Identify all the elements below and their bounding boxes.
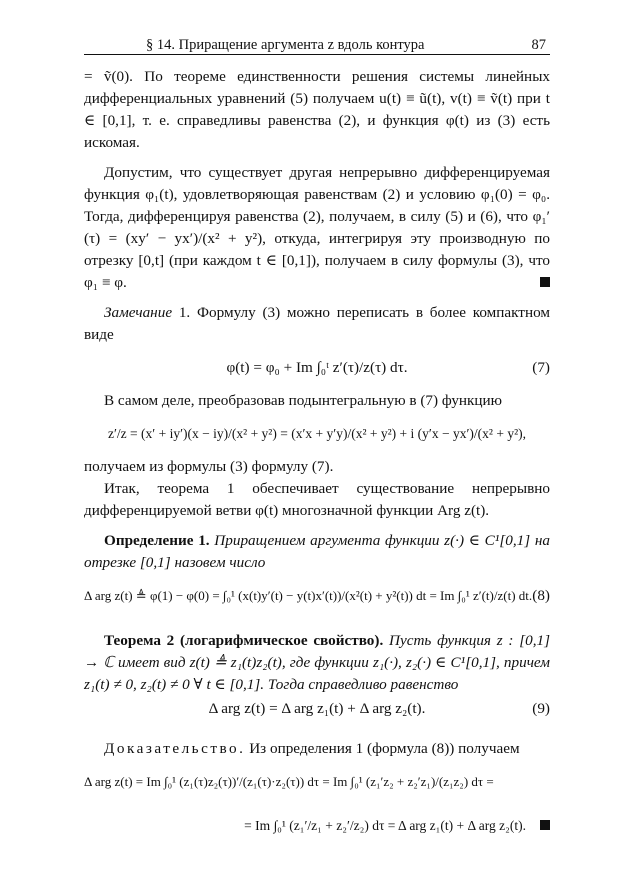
equation-10b <box>84 808 550 848</box>
definition-text: Приращением аргумента функции z(·) ∈ C¹[0,1] на отрезке [0,1] назовем число <box>84 532 551 571</box>
page-number: 87 <box>531 37 546 53</box>
equation-7-formula: φ(t) = φ₀ + Im ∫₀ᵗ z′(τ)/z(τ) dτ. <box>226 359 408 376</box>
theorem-label: Теорема 2 (логарифмическое свойство). <box>104 632 384 649</box>
proof <box>84 738 550 760</box>
running-header <box>84 32 550 55</box>
paragraph-4: получаем из формулы (3) формулу (7). <box>84 458 334 475</box>
equation-7 <box>84 350 550 386</box>
paragraph-3: В самом деле, преобразовав подынтегральную в (7) функцию <box>104 392 503 409</box>
equation-9 <box>84 696 550 726</box>
remark-text: 1. Формулу (3) можно переписать в более компактном виде <box>84 304 550 343</box>
remark-1 <box>84 302 550 346</box>
equation-10a <box>84 764 550 804</box>
theorem-2 <box>84 630 550 696</box>
equation-fraction-formula: z′/z = (x′ + iy′)(x − iy)/(x² + y²) = (x′x + y′y)/(x² + y²) + i (y′x − yx′)/(x² + y²), <box>107 426 527 441</box>
equation-10a-formula: Δ arg z(t) = Im ∫₀¹ (z₁(τ)z₂(τ))′/(z₁(τ)·z₂(τ)) dτ = Im ∫₀¹ (z₁′z₂ + z₂′z₁)/(z₁z₂) dτ = <box>84 774 494 789</box>
remark-label: Замечание <box>104 304 173 321</box>
proof-label: Доказательство. <box>104 740 246 757</box>
header-title: § 14. Приращение аргумента z вдоль контура <box>146 37 425 53</box>
paragraph-1: = ṽ(0). По теореме единственности решения системы линейных дифференциальных уравнений (5) получаем u(t) ≡ ũ(t), v(t) ≡ ṽ(t) при t ∈ [0,1], т. е. справедливы равенства (2), и функция φ(t) из (3) есть искомая. <box>84 68 550 151</box>
equation-fraction <box>84 416 550 452</box>
equation-9-formula: Δ arg z(t) = Δ arg z₁(t) + Δ arg z₂(t). <box>208 700 426 717</box>
paragraph-2-text: Допустим, что существует другая непрерывно дифференцируемая функция φ₁(t), удовлетворяющая равенствам (2) и условию φ₁(0) = φ₀. Тогда, дифференцируя равенства (2), получаем, в силу (5) и (6), что φ₁′(τ) = (xy′ − yx′)/(x² + y²), откуда, интегрируя эту производную по отрезку [0,t] (при каждом t ∈ [0,1]), получаем в силу формулы (3), что φ₁ ≡ φ. <box>84 164 550 291</box>
equation-10b-formula: = Im ∫₀¹ (z₁′/z₁ + z₂′/z₂) dτ = Δ arg z₁(t) + Δ arg z₂(t). <box>244 818 526 833</box>
paragraph-2 <box>84 162 550 294</box>
qed-square-icon <box>540 277 550 287</box>
equation-9-number: (9) <box>532 700 550 717</box>
definition-1 <box>84 530 550 574</box>
proof-text: Из определения 1 (формула (8)) получаем <box>245 740 520 757</box>
definition-label: Определение 1. <box>104 532 210 549</box>
qed-square-icon-2 <box>540 820 550 830</box>
equation-7-number: (7) <box>532 359 550 376</box>
equation-8-formula: Δ arg z(t) ≜ φ(1) − φ(0) = ∫₀¹ (x(t)y′(t) − y(t)x′(t))/(x²(t) + y²(t)) dt = Im ∫₀¹ z′(t)/z(t) dt. <box>84 588 533 603</box>
equation-8 <box>84 578 550 618</box>
page-body <box>84 66 550 852</box>
paragraph-5: Итак, теорема 1 обеспечивает существование непрерывно дифференцируемой ветви φ(t) многозначной функции Arg z(t). <box>84 480 550 519</box>
equation-8-number: (8) <box>532 587 550 604</box>
theorem-text: Пусть функция z : [0,1] → ℂ имеет вид z(t) ≜ z₁(t)z₂(t), где функции z₁(·), z₂(·) ∈ C¹[0,1], причем z₁(t) ≠ 0, z₂(t) ≠ 0 ∀ t ∈ [0,1]. Тогда справедливо равенство <box>84 632 551 693</box>
